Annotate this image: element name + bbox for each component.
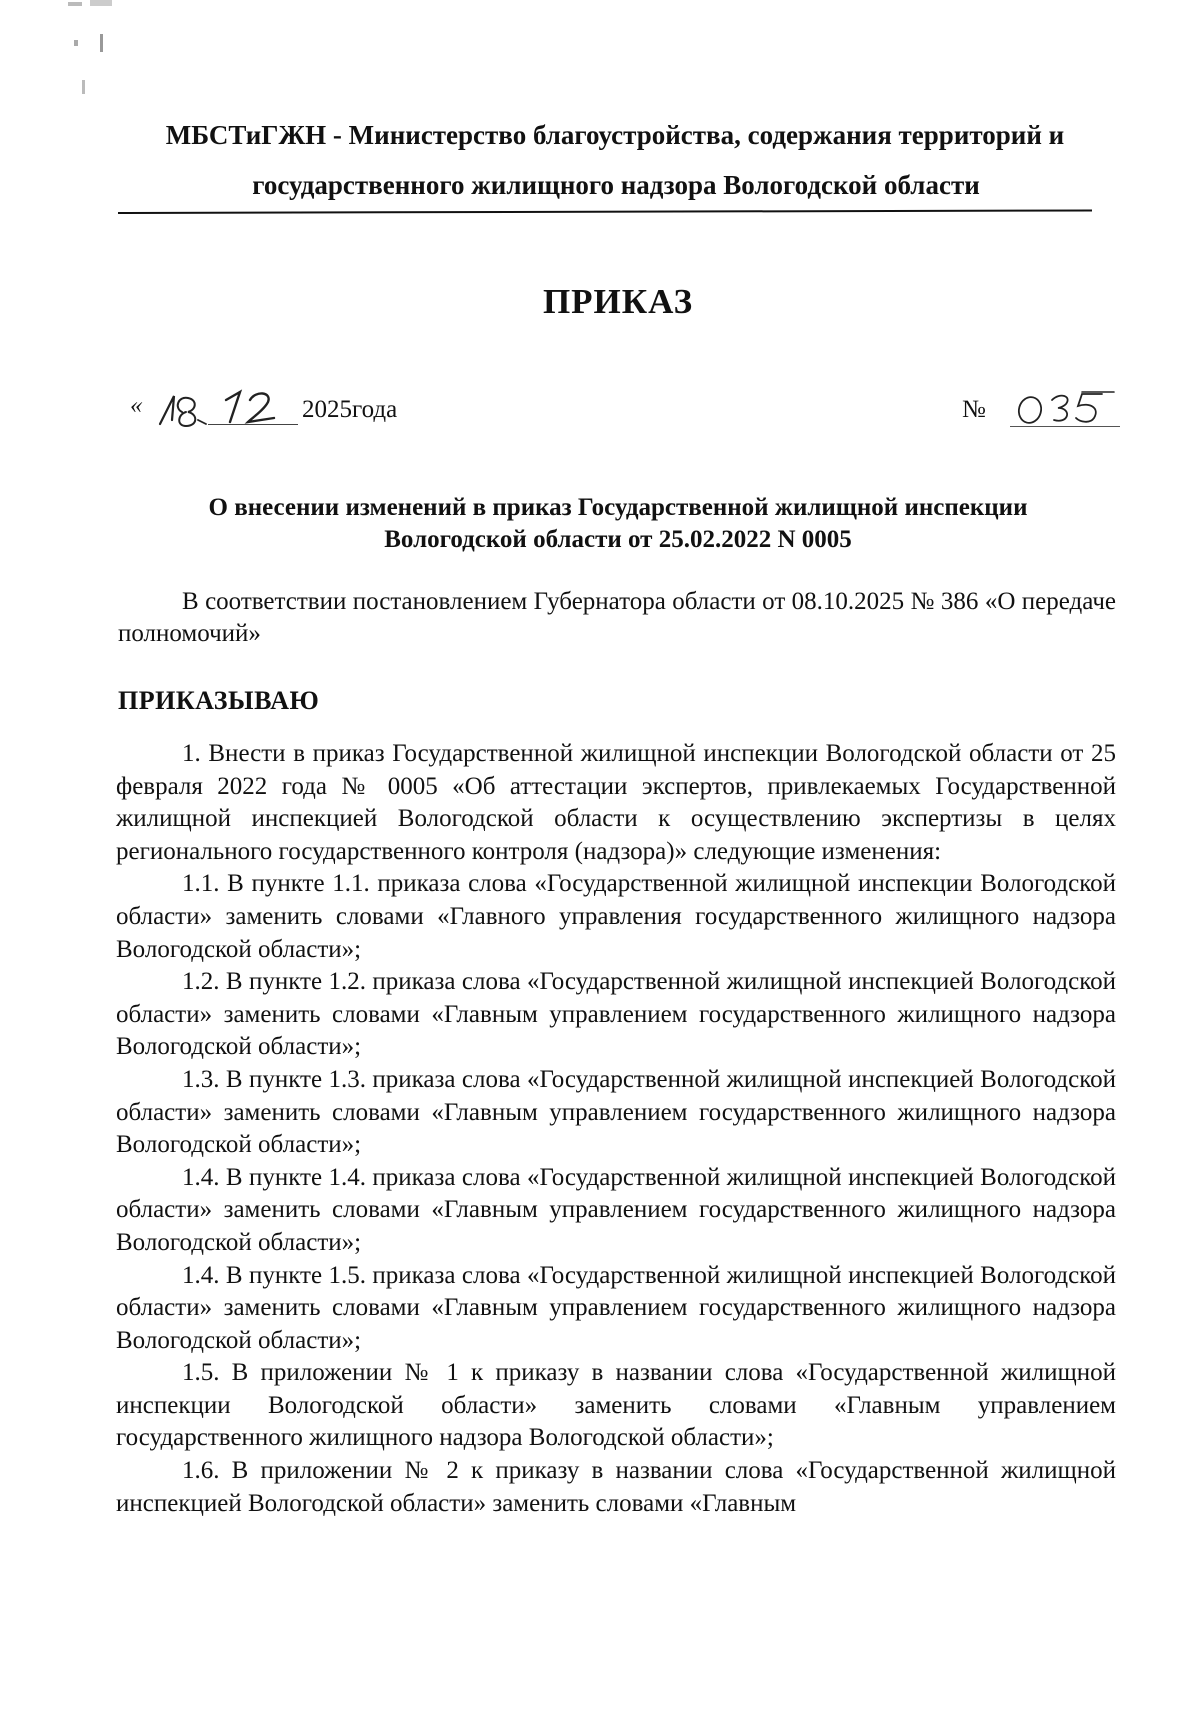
header-divider — [118, 209, 1092, 214]
organization-name-line-1: МБСТиГЖН - Министерство благоустройства, содержания территорий и — [165, 120, 1065, 150]
number-sign: № — [962, 396, 986, 423]
legal-basis-paragraph: В соответствии постановлением Губернатора области от 08.10.2025 № 386 «О передаче полномочий» — [118, 588, 1116, 647]
order-item: 1.1. В пункте 1.1. приказа слова «Государственной жилищной инспекции Вологодской области» заменить словами «Главного управления государственного жилищного надзора Вологодской области»; — [116, 870, 1116, 963]
order-subject-line-2: Вологодской области от 25.02.2022 N 0005 — [384, 526, 852, 553]
number-underline — [1010, 426, 1120, 427]
scan-artifact-icon — [60, 0, 130, 110]
order-item: 1.4. В пункте 1.4. приказа слова «Государственной жилищной инспекцией Вологодской области» заменить словами «Главным управлением государственного жилищного надзора Вологодской области»; — [116, 1163, 1116, 1256]
document-title: ПРИКАЗ — [542, 282, 694, 321]
order-item: 1. Внести в приказ Государственной жилищной инспекции Вологодской области от 25 февраля 2022 года № 0005 «Об аттестации экспертов, привлекаемых Государственной жилищной инспекцией Вологодской области к осуществлению экспертизы в целях регионального государственного контроля (надзора)» следующие изменения: — [116, 740, 1116, 865]
order-item: 1.5. В приложении № 1 к приказу в названии слова «Государственной жилищной инспекции Вологодской области» заменить словами «Главным управлением государственного жилищного надзора Вологодской области»; — [116, 1359, 1116, 1452]
handwritten-day — [152, 390, 208, 430]
organization-header — [118, 118, 1098, 202]
order-item: 1.4. В пункте 1.5. приказа слова «Государственной жилищной инспекцией Вологодской области» заменить словами «Главным управлением государственного жилищного надзора Вологодской области»; — [116, 1261, 1116, 1354]
date-open-quote: « — [130, 392, 143, 419]
order-item: 1.6. В приложении № 2 к приказу в названии слова «Государственной жилищной инспекцией Вологодской области» заменить словами «Главным — [116, 1457, 1116, 1517]
date-year: 2025года — [302, 396, 398, 423]
order-item: 1.3. В пункте 1.3. приказа слова «Государственной жилищной инспекцией Вологодской области» заменить словами «Главным управлением государственного жилищного надзора Вологодской области»; — [116, 1065, 1116, 1159]
order-subject-line-1: О внесении изменений в приказ Государственной жилищной инспекции — [208, 494, 1028, 521]
date-number-row — [130, 388, 1120, 438]
order-directive-heading: ПРИКАЗЫВАЮ — [118, 686, 320, 715]
organization-name-line-2: государственного жилищного надзора Вологодской области — [252, 170, 980, 200]
handwritten-order-number — [1010, 386, 1130, 430]
handwritten-month — [216, 388, 296, 428]
order-body — [116, 738, 1116, 1520]
order-subject — [118, 492, 1118, 556]
order-item: 1.2. В пункте 1.2. приказа слова «Государственной жилищной инспекцией Вологодской области» заменить словами «Главным управлением государственного жилищного надзора Вологодской области»; — [116, 968, 1116, 1061]
